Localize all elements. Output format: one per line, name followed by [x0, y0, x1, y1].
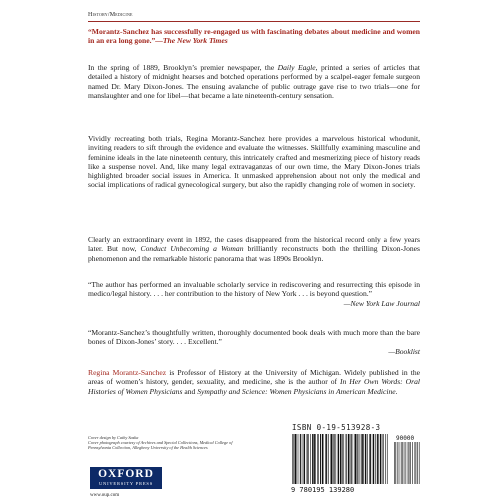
paragraph-3 — [88, 235, 420, 263]
barcode-bar — [331, 434, 333, 484]
barcode-bar — [310, 434, 311, 484]
book-title: Conduct Unbecoming a Woman — [140, 244, 244, 254]
barcode-bar — [394, 442, 395, 484]
cover-photo-credit: Cover photograph courtesy of Archives and Special Collections, Medical College of Pennsylvania Collection, Allegheny University of the Health Sciences — [88, 440, 233, 451]
barcode-bar — [334, 434, 335, 484]
barcode-main-digits: 9 780195 139280 — [291, 486, 355, 494]
barcode-bar — [328, 434, 329, 484]
barcode-bar — [380, 434, 382, 484]
lead-quote — [88, 27, 420, 46]
publisher-url: www.oup.com — [90, 493, 120, 498]
barcode-bar — [308, 434, 309, 484]
barcode-bar — [395, 442, 396, 484]
barcode-bar — [354, 434, 355, 484]
barcode-bar — [348, 434, 350, 484]
barcode-bar — [300, 434, 301, 484]
cover-design-credit: Cover design by Cathy Saska — [88, 435, 139, 440]
barcode-bar — [387, 434, 388, 484]
barcode-bar — [336, 434, 337, 484]
barcode-bar — [397, 442, 398, 484]
barcode-bar — [312, 434, 314, 484]
barcode-bar — [346, 434, 347, 484]
barcode-bar — [361, 434, 362, 484]
barcode-bar — [365, 434, 367, 484]
barcode-bar — [351, 434, 352, 484]
barcode-addon-digits: 90000 — [396, 435, 415, 442]
review-quote-law-journal — [88, 280, 420, 308]
paragraph-2: Vividly recreating both trials, Regina Morantz-Sanchez here provides a marvelous historical whodunit, inviting readers to sift through the evidence and evaluate the witnesses. Skillfully examining masculine and feminine ideals in the late nineteenth century, this intricately crafted and mesmerizing piece of history reads like a suspense novel. And, like many legal extravaganzas of our own time, the Mary Dixon-Jones trials highlighted broader social issues in America. It unmasked apprehension about not only the medical and social implications of radical gynecological surgery, but also the rapidly changing role of women in society. — [88, 134, 420, 190]
barcode-bar — [378, 434, 379, 484]
barcode-bar — [314, 434, 316, 484]
barcode-bar — [410, 442, 411, 484]
barcode-bar — [343, 434, 344, 484]
category-label: History/Medicine — [88, 12, 133, 18]
author-book-2: Sympathy and Science: Women Physicians in American Medicine — [197, 386, 396, 396]
barcode-bar — [326, 434, 327, 484]
barcode — [290, 432, 422, 494]
barcode-bar — [333, 434, 334, 484]
review-quote-booklist-attribution: —Booklist — [388, 346, 420, 356]
barcode-bar — [355, 434, 357, 484]
barcode-bar — [302, 434, 303, 484]
barcode-bar — [402, 442, 403, 484]
cover-credits — [88, 435, 238, 451]
barcode-bar — [325, 434, 326, 484]
barcode-bar — [404, 442, 405, 484]
barcode-bar — [406, 442, 407, 484]
barcode-bar — [360, 434, 361, 484]
barcode-bar — [338, 434, 340, 484]
barcode-bar — [375, 434, 376, 484]
paragraph-1-text-b: , printed a series of articles that detailed a history of midnight hearses and botched operations performed by a scalpel-eager female surgeon named Dr. Mary Dixon-Jones. The ensuing avalanche of public outrage gave rise to two trials—one for manslaughter and one for libel—that became a late nineteenth-century sensation. — [88, 63, 420, 100]
barcode-bar — [383, 434, 384, 484]
review-quote-booklist-text: “Morantz-Sanchez’s thoughtfully written, thoroughly documented book deals with much more than the bare bones of Dixon-Jones’ story. . . . Excellent.” — [88, 328, 420, 347]
barcode-bar — [415, 442, 416, 484]
barcode-bar — [318, 434, 319, 484]
lead-quote-attribution: —The New York Times — [155, 36, 228, 46]
barcode-bar — [362, 434, 364, 484]
barcode-bars-addon — [394, 442, 420, 484]
barcode-bar — [377, 434, 378, 484]
barcode-bar — [399, 442, 400, 484]
isbn-label: ISBN 0-19-513928-3 — [292, 423, 381, 432]
barcode-bar — [304, 434, 306, 484]
review-quote-booklist — [88, 328, 420, 356]
barcode-bar — [416, 442, 417, 484]
author-book-1: In Her Own Words: Oral Histories of Women Physicians — [88, 377, 420, 396]
barcode-bar — [401, 442, 402, 484]
barcode-bar — [340, 434, 342, 484]
barcode-bar — [409, 442, 410, 484]
header-rule — [88, 21, 420, 22]
barcode-bar — [357, 434, 358, 484]
barcode-bar — [317, 434, 318, 484]
barcode-bar — [307, 434, 308, 484]
author-bio-text: is Professor of History at the University of Michigan. Widely published in the areas of women’s history, gender, sexuality, and medicine, she is the author of — [88, 368, 420, 387]
newspaper-title: Daily Eagle — [277, 63, 316, 72]
author-bio-end: . — [395, 386, 398, 396]
author-bio-and: and — [182, 386, 198, 396]
review-quote-law-journal-text: “The author has performed an invaluable scholarly service in rediscovering and resurrecting this episode in medico/legal history. . . . her contribution to the history of New York . . . is beyond question.” — [88, 280, 420, 299]
barcode-bar — [370, 434, 371, 484]
barcode-bar — [295, 434, 297, 484]
oxford-logo-name: OXFORD — [98, 468, 154, 480]
barcode-bar — [419, 442, 420, 484]
barcode-bar — [412, 442, 413, 484]
barcode-bar — [367, 434, 368, 484]
lead-quote-text: “Morantz-Sanchez has successfully re-engaged us with fascinating debates about medicine and women in an era long gone.” — [88, 27, 420, 46]
barcode-bar — [292, 434, 293, 484]
barcode-bar — [385, 434, 386, 484]
paragraph-1-text-a: In the spring of 1889, Brooklyn’s premier newspaper, the — [88, 63, 278, 72]
barcode-bar — [293, 434, 294, 484]
oxford-logo — [90, 467, 162, 489]
barcode-bar — [373, 434, 375, 484]
barcode-bar — [320, 434, 321, 484]
author-name: Regina Morantz-Sanchez — [88, 368, 167, 377]
barcode-bar — [342, 434, 343, 484]
barcode-bar — [322, 434, 324, 484]
barcode-bar — [350, 434, 351, 484]
barcode-bar — [417, 442, 418, 484]
oxford-logo-subtitle: UNIVERSITY PRESS — [98, 481, 153, 486]
barcode-bars-main — [292, 434, 388, 484]
barcode-bar — [369, 434, 370, 484]
paragraph-3-text-b: brilliantly reconstructs both the thrilling Dixon-Jones phenomenon and the remarkable historic panorama that was 1890s Brooklyn. — [88, 244, 420, 263]
paragraph-1 — [88, 63, 420, 100]
barcode-bar — [408, 442, 409, 484]
author-bio — [88, 368, 420, 396]
barcode-bar — [298, 434, 299, 484]
review-quote-law-journal-attribution: —New York Law Journal — [343, 298, 420, 308]
paragraph-3-text-a: Clearly an extraordinary event in 1892, the cases disappeared from the historical record only a few years later. But now, — [88, 235, 420, 254]
